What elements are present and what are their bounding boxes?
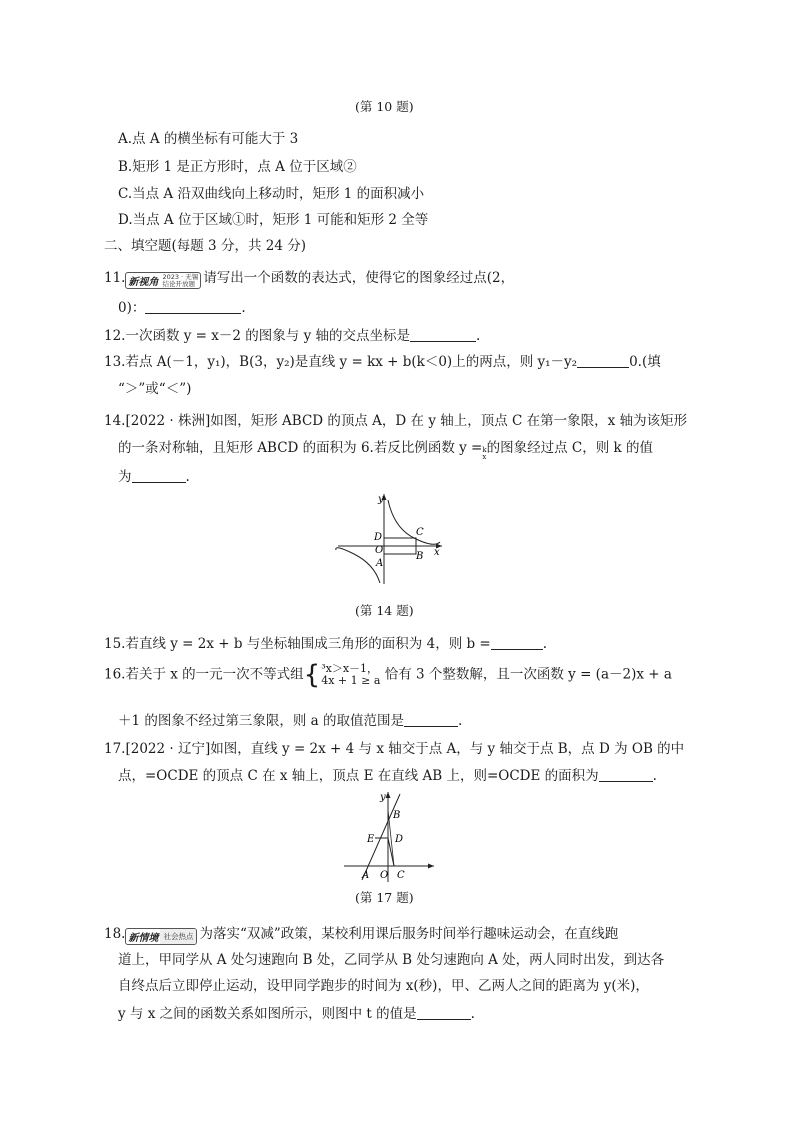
option-b: B.矩形 1 是正方形时，点 A 位于区域② — [118, 159, 357, 175]
label-c: C — [416, 527, 424, 538]
y-axis-arrow — [386, 792, 391, 798]
frac-num: k — [482, 446, 487, 454]
question-text: 12.一次函数 y = x－2 的图象与 y 轴的交点坐标是 — [104, 328, 410, 344]
option-d: D.当点 A 位于区域①时，矩形 1 可能和矩形 2 全等 — [118, 212, 429, 228]
question-number: 18. — [104, 926, 126, 942]
question-16 — [104, 662, 672, 688]
badge-top: 2023 · 无锡 — [162, 272, 199, 281]
question-text: . — [185, 469, 190, 485]
section-heading: 二、填空题(每题 3 分，共 24 分) — [104, 238, 306, 254]
option-a: A.点 A 的横坐标有可能大于 3 — [118, 131, 299, 147]
question-text: 13.若点 A(－1，y₁)，B(3，y₂)是直线 y = kx + b(k＜0)上的两点，则 y₁－y₂ — [104, 354, 578, 370]
answer-blank[interactable] — [132, 468, 186, 483]
question-text: 的一条对称轴，且矩形 ABCD 的面积为 6.若反比例函数 y = — [118, 440, 483, 456]
question-12 — [104, 324, 480, 344]
label-y: y — [378, 494, 384, 505]
question-text: 15.若直线 y = 2x + b 与坐标轴围成三角形的面积为 4，则 b = — [104, 636, 491, 652]
question-text: . — [241, 300, 246, 316]
question-17: 17.[2022 · 辽宁]如图，直线 y = 2x + 4 与 x 轴交于点 A，与 y 轴交于点 B，点 D 为 OB 的中 — [104, 741, 685, 757]
answer-blank[interactable] — [417, 1005, 471, 1020]
inequality-2: 4x + 1 ≥ a — [321, 674, 381, 687]
inequality-system: { ³x＞x－1， 4x + 1 ≥ a — [303, 660, 381, 690]
question-15 — [104, 632, 547, 652]
figure-14 — [330, 488, 450, 588]
question-16-line2 — [118, 709, 462, 729]
frac-den: x — [482, 453, 487, 461]
question-text: . — [542, 636, 548, 652]
question-11 — [104, 266, 514, 289]
label-d: D — [374, 532, 383, 543]
figure-10-caption: (第 10 题) — [355, 99, 414, 114]
question-11-line2 — [118, 296, 246, 316]
option-c: C.当点 A 沿双曲线向上移动时，矩形 1 的面积减小 — [118, 186, 425, 202]
answer-blank[interactable] — [410, 327, 476, 342]
new-perspective-badge — [125, 272, 201, 289]
question-text: . — [475, 328, 481, 344]
question-text: . — [652, 768, 657, 784]
question-text: 0.(填 — [629, 354, 661, 370]
badge-sub: 社会热点 — [160, 929, 196, 944]
badge-label: 新情境 — [128, 933, 159, 944]
answer-blank[interactable] — [404, 712, 458, 727]
question-text: ＋1 的图象不经过第三象限，则 a 的取值范围是 — [118, 713, 405, 729]
label-y: y — [380, 792, 386, 803]
question-18-line4 — [118, 1002, 475, 1022]
question-14-line2 — [118, 436, 653, 461]
label-o: O — [380, 870, 389, 881]
answer-blank[interactable] — [491, 635, 543, 650]
question-number: 11. — [104, 270, 126, 286]
label-a: A — [362, 870, 370, 881]
question-text: 点，=OCDE 的顶点 C 在 x 轴上，顶点 E 在直线 AB 上，则=OCDE 的面积为 — [118, 768, 599, 784]
question-text: 为落实“双减”政策，某校利用课后服务时间举行趣味运动会，在直线跑 — [199, 926, 619, 942]
label-c: C — [397, 870, 405, 881]
badge-label: 新视角 — [128, 277, 159, 288]
label-o: O — [375, 545, 384, 556]
question-text: 16.若关于 x 的一元一次不等式组 — [104, 666, 304, 683]
question-text: 为 — [118, 469, 132, 485]
inequality-1: ³x＞x－1， — [321, 662, 379, 675]
label-d: D — [395, 834, 404, 845]
label-b: B — [393, 810, 401, 821]
question-text: y 与 x 之间的函数关系如图所示，则图中 t 的值是 — [118, 1006, 417, 1022]
badge-bottom: 结论开放题 — [162, 279, 195, 288]
label-x: x — [434, 547, 440, 558]
question-text: 恰有 3 个整数解，且一次函数 y = (a－2)x + a — [384, 666, 672, 683]
question-text: 0)： — [118, 300, 146, 316]
figure-17 — [340, 788, 440, 884]
question-text: 请写出一个函数的表达式，使得它的图象经过点(2， — [203, 270, 515, 286]
question-18-line3: 自终点后立即停止运动，设甲同学跑步的时间为 x(秒)，甲、乙两人之间的距离为 y(米)， — [118, 978, 649, 994]
new-scenario-badge — [125, 928, 197, 945]
question-text: . — [458, 713, 463, 729]
question-18 — [104, 922, 618, 945]
question-13-line2: “＞”或“＜”) — [118, 381, 192, 397]
question-14-line3 — [118, 465, 190, 485]
hyperbola-branch-q3 — [336, 548, 380, 583]
answer-blank[interactable] — [577, 353, 629, 368]
label-b: B — [416, 551, 424, 562]
label-e: E — [367, 834, 375, 845]
x-axis-arrow — [428, 864, 434, 869]
answer-blank[interactable] — [145, 299, 241, 314]
figure-14-caption: (第 14 题) — [355, 603, 414, 618]
answer-blank[interactable] — [599, 767, 653, 782]
question-14: 14.[2022 · 株洲]如图，矩形 ABCD 的顶点 A，D 在 y 轴上，顶点 C 在第一象限，x 轴为该矩形 — [104, 413, 688, 429]
question-text: . — [470, 1006, 475, 1022]
question-17-line2 — [118, 764, 657, 784]
question-text: 的图象经过点 C，则 k 的值 — [486, 440, 653, 456]
question-18-line2: 道上，甲同学从 A 处匀速跑向 B 处，乙同学从 B 处匀速跑向 A 处，两人同时出发，到达各 — [118, 952, 665, 968]
label-a: A — [376, 558, 384, 569]
question-13 — [104, 350, 661, 370]
figure-17-caption: (第 17 题) — [355, 890, 414, 905]
